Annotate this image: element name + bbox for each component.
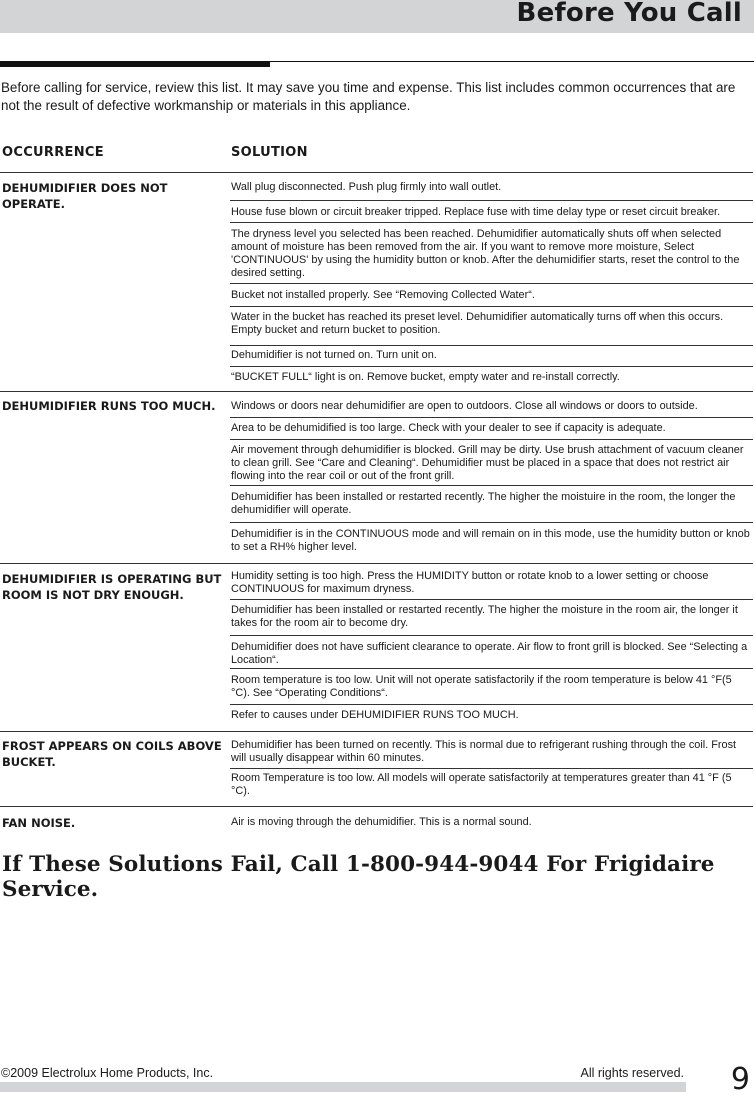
solution-item: Refer to causes under DEHUMIDIFIER RUNS TOO MUCH. <box>231 709 519 721</box>
footer-copyright: ©2009 Electrolux Home Products, Inc. <box>1 1066 214 1080</box>
solution-item: Dehumidifier has been installed or restarted recently. The higher the moistuire in the room, the longer the dehumidifier will operate. <box>231 491 736 516</box>
occurrence-not-dry-enough: DEHUMIDIFIER IS OPERATING BUT ROOM IS NOT DRY ENOUGH. <box>2 572 222 602</box>
occurrence-does-not-operate: DEHUMIDIFIER DOES NOT OPERATE. <box>2 181 168 211</box>
section-divider <box>0 391 753 392</box>
solution-item: Dehumidifier has been turned on recently. This is normal due to refrigerant rushing through the coil. Frost will usually disappear within 60 minutes. <box>231 739 737 764</box>
occurrence-frost-on-coils: FROST APPEARS ON COILS ABOVE BUCKET. <box>2 739 222 769</box>
footer-rights: All rights reserved. <box>580 1066 684 1080</box>
solution-divider <box>230 635 753 636</box>
header-rule-thin <box>270 61 754 62</box>
header-divider <box>0 172 753 173</box>
solution-item: “BUCKET FULL“ light is on. Remove bucket, empty water and re-install correctly. <box>231 371 620 383</box>
occurrence-fan-noise: FAN NOISE. <box>2 816 76 830</box>
solution-item: Room Temperature is too low. All models will operate satisfactorily at temperatures greater than 41 °F (5 °C). <box>231 772 732 797</box>
occurrence-runs-too-much: DEHUMIDIFIER RUNS TOO MUCH. <box>2 399 216 413</box>
solution-item: Room temperature is too low. Unit will not operate satisfactorily if the room temperature is below 41 °F(5 °C). See “Operating Conditions“. <box>231 674 732 699</box>
intro-paragraph: Before calling for service, review this list. It may save you time and expense. This list includes common occurrences that are not the result of defective workmanship or materials in this appliance. <box>1 80 736 113</box>
solution-divider <box>230 366 753 367</box>
solution-divider <box>230 345 753 346</box>
solution-divider <box>230 485 753 486</box>
solution-item: Water in the bucket has reached its preset level. Dehumidifier automatically turns off when this occurs. Empty bucket and return bucket to position. <box>231 311 724 336</box>
solution-divider <box>230 222 753 223</box>
section-divider <box>0 806 753 807</box>
solution-divider <box>230 599 753 600</box>
solution-item: Wall plug disconnected. Push plug firmly into wall outlet. <box>231 181 502 193</box>
solution-item: Humidity setting is too high. Press the HUMIDITY button or rotate knob to a lower setting or choose CONTINUOUS for maximum dryness. <box>231 570 709 595</box>
page-title: Before You Call <box>516 0 742 28</box>
solution-divider <box>230 768 753 769</box>
solution-item: Windows or doors near dehumidifier are open to outdoors. Close all windows or doors to outside. <box>231 400 698 412</box>
solution-item: Bucket not installed properly. See “Removing Collected Water“. <box>231 289 535 301</box>
solution-item: The dryness level you selected has been reached. Dehumidifier automatically shuts off when selected amount of moisture has been removed from the air. If you want to remove more moisture, Select 'CONTINUOUS' by using the humidity button or knob. After the dehumidifier starts, reset the control to the desired setting. <box>231 228 740 279</box>
solution-item: Air is moving through the dehumidifier. This is a normal sound. <box>231 816 532 828</box>
solution-divider <box>230 704 753 705</box>
solution-divider <box>230 200 753 201</box>
solution-divider <box>230 668 753 669</box>
solution-divider <box>230 439 753 440</box>
solution-item: Dehumidifier does not have sufficient clearance to operate. Air flow to front grill is blocked. See “Selecting a Location“. <box>231 641 748 666</box>
solution-item: Air movement through dehumidifier is blocked. Grill may be dirty. Use brush attachment of vacuum cleaner to clean grill. See “Care and Cleaning“. Dehumidifier must be placed in a space that does not restrict air flowing into the rear coil or out of the front grill. <box>231 444 744 482</box>
header-rule-thick <box>0 61 270 67</box>
section-divider <box>0 731 753 732</box>
column-header-occurrence: OCCURRENCE <box>2 145 104 160</box>
section-divider <box>0 563 753 564</box>
footer-bar <box>0 1082 686 1092</box>
column-header-solution: SOLUTION <box>231 145 308 160</box>
solution-divider <box>230 306 753 307</box>
solution-item: Dehumidifier is in the CONTINUOUS mode and will remain on in this mode, use the humidity button or knob to set a RH% higher level. <box>231 528 750 553</box>
solution-divider <box>230 417 753 418</box>
solution-divider <box>230 522 753 523</box>
solution-item: Dehumidifier is not turned on. Turn unit on. <box>231 349 437 361</box>
page-number: 9 <box>730 1062 750 1097</box>
service-callout: If These Solutions Fail, Call 1-800-944-9044 For Frigidaire Service. <box>2 852 715 902</box>
solution-item: House fuse blown or circuit breaker tripped. Replace fuse with time delay type or reset circuit breaker. <box>231 206 721 218</box>
solution-divider <box>230 283 753 284</box>
solution-item: Area to be dehumidified is too large. Check with your dealer to see if capacity is adequate. <box>231 422 666 434</box>
solution-item: Dehumidifier has been installed or restarted recently. The higher the moisture in the room air, the longer it takes for the room air to become dry. <box>231 604 738 629</box>
